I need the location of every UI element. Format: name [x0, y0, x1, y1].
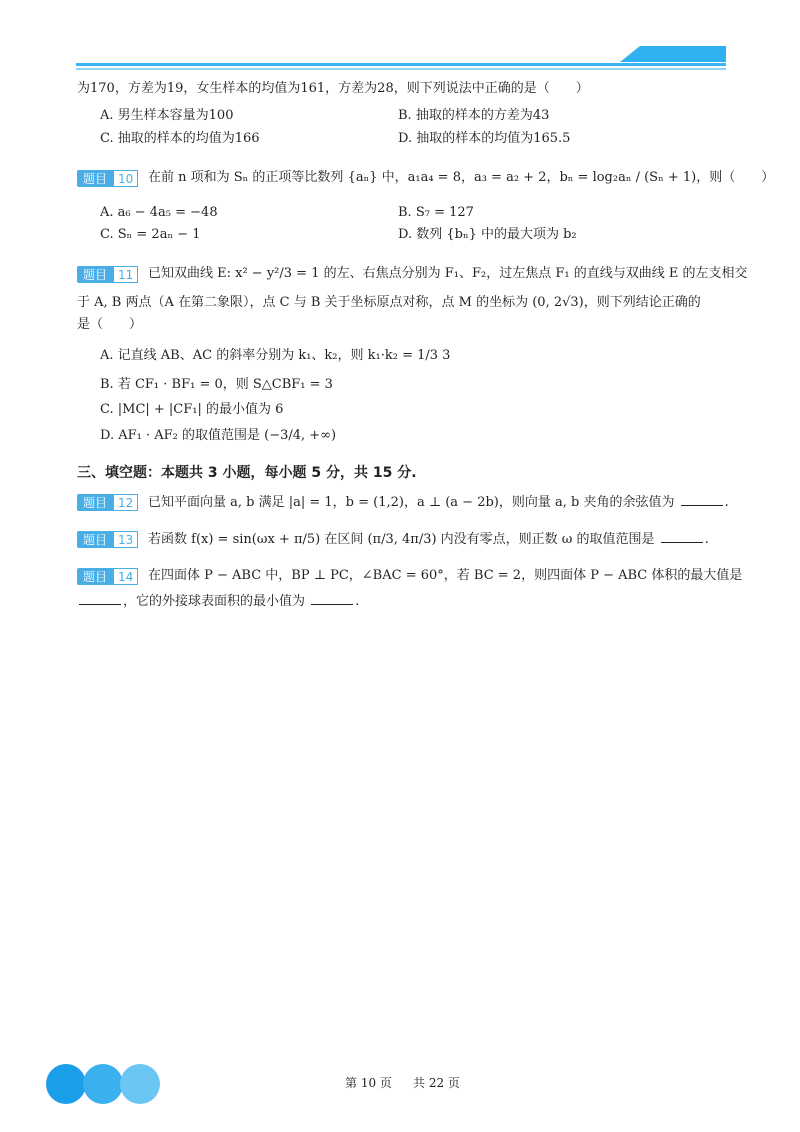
page-number: 第 10 页 [345, 1076, 392, 1090]
question-tag [77, 531, 138, 548]
question-tag-label: 题目 [77, 494, 113, 511]
q11-line-3: 是（ ） [77, 317, 143, 332]
header-decoration [0, 0, 800, 80]
q10-option-c: C. Sₙ = 2aₙ − 1 [100, 227, 201, 242]
question-tag [77, 494, 138, 511]
answer-blank[interactable] [661, 530, 703, 543]
q9-option-d: D. 抽取的样本的均值为165.5 [398, 131, 571, 146]
q14-line-2 [77, 592, 359, 611]
q11-option-a: A. 记直线 AB、AC 的斜率分别为 k₁、k₂，则 k₁·k₂ = 1/3 3 [100, 348, 451, 363]
question-number: 13 [113, 531, 138, 548]
q10-text: 在前 n 项和为 Sₙ 的正项等比数列 {aₙ} 中，a₁a₄ = 8，a₃ = a₂ + 2，bₙ = log₂aₙ / (Sₙ + 1)，则（ ） [148, 170, 775, 185]
q14-end: . [355, 594, 360, 609]
q14-mid: ，它的外接球表面积的最小值为 [123, 594, 306, 609]
q9-option-a: A. 男生样本容量为100 [100, 108, 234, 123]
question-number: 10 [113, 170, 138, 187]
q11-option-c: C. |MC| + |CF₁| 的最小值为 6 [100, 402, 284, 417]
footer-dots [0, 1054, 800, 1114]
question-tag [77, 568, 138, 585]
answer-blank[interactable] [311, 592, 353, 605]
answer-blank[interactable] [79, 592, 121, 605]
q13-text [148, 530, 709, 549]
question-tag-label: 题目 [77, 170, 113, 187]
q12-end: . [724, 495, 729, 510]
q11-line-1: 已知双曲线 E: x² − y²/3 = 1 的左、右焦点分别为 F₁、F₂，过左焦点 F₁ 的直线与双曲线 E 的左支相交 [148, 266, 748, 281]
q9-option-c: C. 抽取的样本的均值为166 [100, 131, 260, 146]
q14-line-1: 在四面体 P − ABC 中，BP ⊥ PC，∠BAC = 60°，若 BC = 2，则四面体 P − ABC 体积的最大值是 [148, 568, 743, 583]
q9-option-b: B. 抽取的样本的方差为43 [398, 108, 550, 123]
section-heading: 三、填空题：本题共 3 小题，每小题 5 分，共 15 分. [77, 465, 417, 481]
answer-blank[interactable] [681, 493, 723, 506]
q10-option-b: B. S₇ = 127 [398, 205, 474, 220]
q12-text [148, 493, 729, 512]
q10-option-a: A. a₆ − 4a₅ = −48 [100, 205, 218, 220]
q9-continuation: 为170，方差为19，女生样本的均值为161，方差为28，则下列说法中正确的是（ ） [77, 81, 589, 96]
question-number: 12 [113, 494, 138, 511]
q10-option-d: D. 数列 {bₙ} 中的最大项为 b₂ [398, 227, 577, 242]
question-tag-label: 题目 [77, 266, 113, 283]
q11-line-2: 于 A, B 两点（A 在第二象限），点 C 与 B 关于坐标原点对称，点 M 的坐标为 (0, 2√3)，则下列结论正确的 [77, 295, 701, 310]
total-pages: 共 22 页 [413, 1076, 460, 1090]
q12-question: 已知平面向量 a, b 满足 |a| = 1，b = (1,2)，a ⊥ (a − 2b)，则向量 a, b 夹角的余弦值为 [148, 495, 675, 510]
question-tag [77, 170, 138, 187]
q11-option-d: D. AF₁ · AF₂ 的取值范围是 (−3/4, +∞) [100, 428, 337, 443]
q11-option-b: B. 若 CF₁ · BF₁ = 0，则 S△CBF₁ = 3 [100, 377, 333, 392]
q13-question: 若函数 f(x) = sin(ωx + π/5) 在区间 (π/3, 4π/3) 内没有零点，则正数 ω 的取值范围是 [148, 532, 655, 547]
question-tag-label: 题目 [77, 531, 113, 548]
question-number: 11 [113, 266, 138, 283]
q13-end: . [704, 532, 709, 547]
question-tag [77, 266, 138, 283]
question-tag-label: 题目 [77, 568, 113, 585]
question-number: 14 [113, 568, 138, 585]
